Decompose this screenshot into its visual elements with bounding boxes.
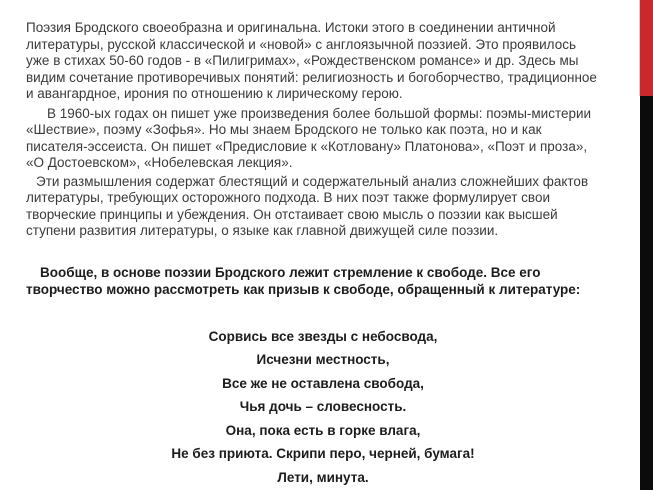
text-line: Эти размышления содержат блестящий и содержательный анализ сложнейших фактов — [36, 173, 589, 189]
text-line: уже в стихах 50-60 годов - в «Пилигримах», «Рождественском романсе» и др. Здесь мы — [26, 53, 579, 68]
poem-line: Сорвись все звезды с небосвода, — [208, 328, 438, 344]
text-line: литературы, русской классической и «новой» с англоязычной поэзией. Это проявилось — [26, 36, 576, 52]
poem-line: Не без приюта. Скрипи перо, черней, бумага! — [171, 446, 475, 461]
poem-line: Она, пока есть в горке влага, — [225, 422, 421, 438]
poem-line: Исчезни местность, — [256, 352, 390, 367]
text-line: видим сочетание противоречивых понятий: религиозность и богоборчество, традиционное — [26, 69, 597, 85]
poem-line: Лети, минута. — [277, 469, 369, 485]
text-line: «О Достоевском», «Нобелевская лекция». — [26, 155, 293, 170]
paragraph-freedom-bold — [26, 264, 620, 298]
poem-line: Все же не оставлена свобода, — [222, 375, 424, 391]
text-line: Вообще, в основе поэзии Бродского лежит стремление к свободе. Все его — [40, 264, 541, 280]
text-line: ступени развития литературы, о языке как главной движущей силе поэзии. — [26, 223, 499, 238]
accent-stripe-black — [640, 96, 653, 490]
text-line: В 1960-ых годах он пишет уже произведения более большой формы: поэмы-мистерии — [47, 105, 592, 121]
text-line: Поэзия Бродского своеобразна и оригинальна. Истоки этого в соединении античной — [26, 20, 556, 35]
poem-quote — [26, 325, 620, 490]
text-line: и авангардное, ирония по отношению к лирическому герою. — [26, 86, 403, 101]
text-line: «Шествие», поэму «Зофья». Но мы знаем Бродского не только как поэта, но и как — [26, 122, 542, 137]
paragraph-intro — [26, 20, 620, 103]
paragraph-1960s — [26, 106, 620, 172]
text-line: писателя-эссеиста. Он пишет «Предисловие к «Котловану» Платонова», «Поэт и проза», — [26, 138, 588, 154]
text-line: творчество можно рассмотреть как призыв к свободе, обращенный к литературе: — [26, 281, 581, 297]
slide-text-content — [26, 20, 620, 489]
accent-stripe-red — [639, 0, 653, 96]
text-line: творческие принципы и убеждения. Он отстаивает свою мысль о поэзии как высшей — [26, 206, 558, 222]
poem-line: Чья дочь – словесность. — [239, 399, 407, 414]
text-line: литературы, требующих осторожного подхода. В них поэт также формулирует свои — [26, 190, 550, 205]
paragraph-reflections — [26, 174, 620, 240]
